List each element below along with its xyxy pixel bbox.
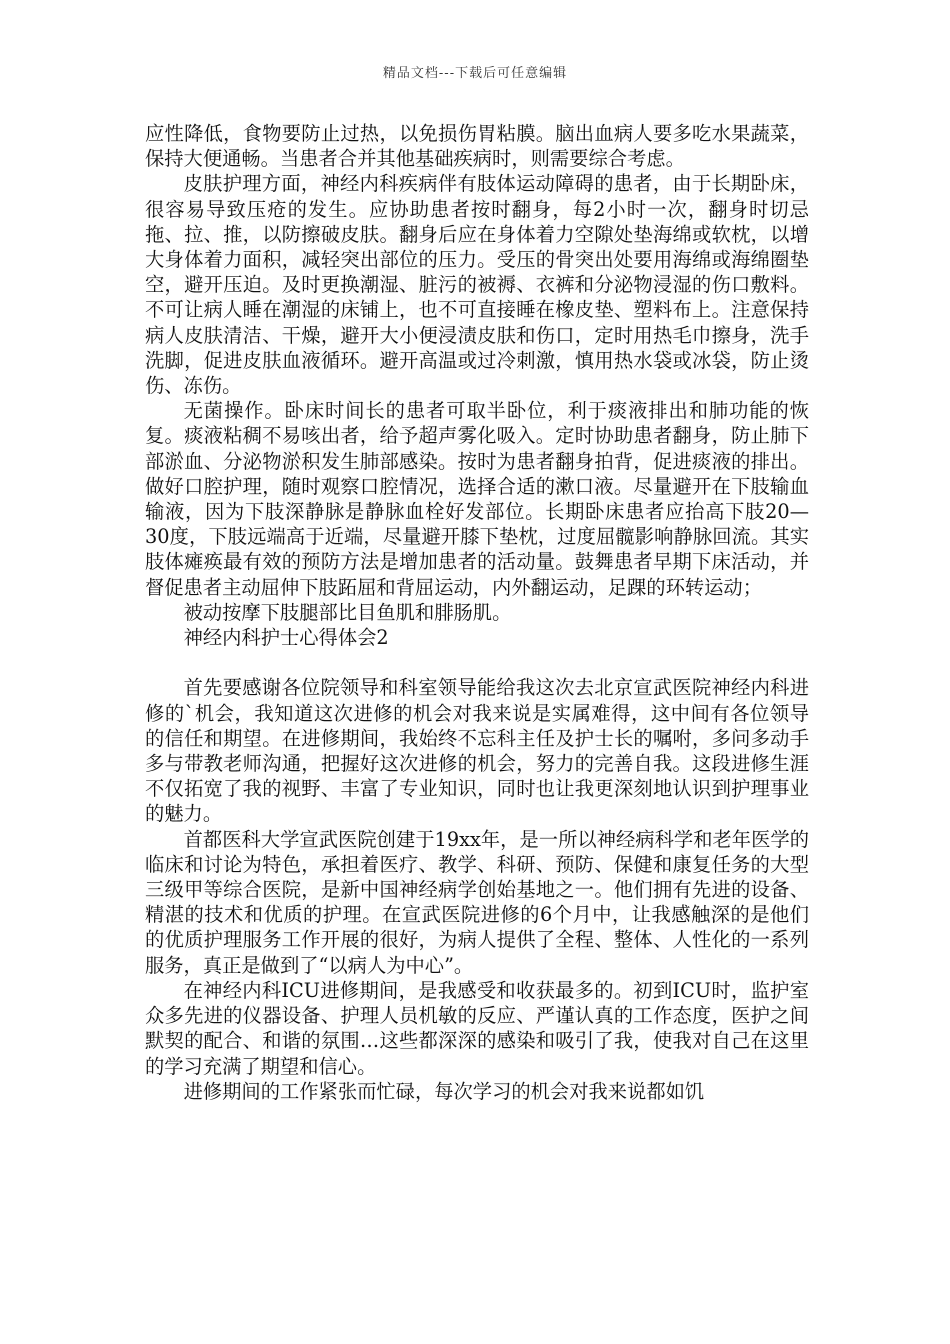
paragraph: 应性降低，食物要防止过热，以免损伤胃粘膜。脑出血病人要多吃水果蔬菜，保持大便通畅。当患者合并其他基础疾病时，则需要综合考虑。 [145, 122, 809, 171]
paragraph: 首先要感谢各位院领导和科室领导能给我这次去北京宣武医院神经内科进修的`机会，我知道这次进修的机会对我来说是实属难得，这中间有各位领导的信任和期望。在进修期间，我始终不忘科主任及护士长的嘱咐，多问多动手多与带教老师沟通，把握好这次进修的机会，努力的完善自我。这段进修生涯不仅拓宽了我的视野、丰富了专业知识，同时也让我更深刻地认识到护理事业的魅力。 [145, 676, 809, 826]
blank-line [145, 650, 809, 675]
paragraph: 皮肤护理方面，神经内科疾病伴有肢体运动障碍的患者，由于长期卧床，很容易导致压疮的发生。应协助患者按时翻身，每2小时一次，翻身时切忌拖、拉、推，以防擦破皮肤。翻身后应在身体着力空隙处垫海绵或软枕，以增大身体着力面积，减轻突出部位的压力。受压的骨突出处要用海绵或海绵圈垫空，避开压迫。及时更换潮湿、脏污的被褥、衣裤和分泌物浸湿的伤口敷料。不可让病人睡在潮湿的床铺上，也不可直接睡在橡皮垫、塑料布上。注意保持病人皮肤清洁、干燥，避开大小便浸渍皮肤和伤口，定时用热毛巾擦身，洗手洗脚，促进皮肤血液循环。避开高温或过冷刺激，慎用热水袋或冰袋，防止烫伤、冻伤。 [145, 172, 809, 398]
paragraph: 被动按摩下肢腿部比目鱼肌和腓肠肌。 [183, 600, 512, 624]
paragraph: 进修期间的工作紧张而忙碌，每次学习的机会对我来说都如饥 [183, 1079, 705, 1103]
section-heading: 神经内科护士心得体会2 [183, 626, 389, 650]
paragraph: 在神经内科ICU进修期间，是我感受和收获最多的。初到ICU时，监护室众多先进的仪器设备、护理人员机敏的反应、严谨认真的工作态度，医护之间默契的配合、和谐的氛围…这些都深深的感染和吸引了我，使我对自己在这里的学习充满了期望和信心。 [145, 978, 809, 1078]
page-header: 精品文档---下载后可任意编辑 [382, 66, 568, 81]
document-body [145, 121, 809, 1104]
paragraph: 首都医科大学宣武医院创建于19xx年，是一所以神经病科学和老年医学的临床和讨论为特色，承担着医疗、教学、科研、预防、保健和康复任务的大型三级甲等综合医院，是新中国神经病学创始基地之一。他们拥有先进的设备、精湛的技术和优质的护理。在宣武医院进修的6个月中，让我感触深的是他们的优质护理服务工作开展的很好，为病人提供了全程、整体、人性化的一系列服务，真正是做到了“以病人为中心”。 [145, 827, 809, 977]
paragraph: 无菌操作。卧床时间长的患者可取半卧位，利于痰液排出和肺功能的恢复。痰液粘稠不易咳出者，给予超声雾化吸入。定时协助患者翻身，防止肺下部淤血、分泌物淤积发生肺部感染。按时为患者翻身拍背，促进痰液的排出。做好口腔护理，随时观察口腔情况，选择合适的漱口液。尽量避开在下肢输血输液，因为下肢深静脉是静脉血栓好发部位。长期卧床患者应抬高下肢20—30度，下肢远端高于近端，尽量避开膝下垫枕，过度屈髋影响静脉回流。其实肢体瘫痪最有效的预防方法是增加患者的活动量。鼓舞患者早期下床活动，并督促患者主动屈伸下肢跖屈和背屈运动，内外翻运动，足踝的环转运动； [145, 399, 809, 599]
